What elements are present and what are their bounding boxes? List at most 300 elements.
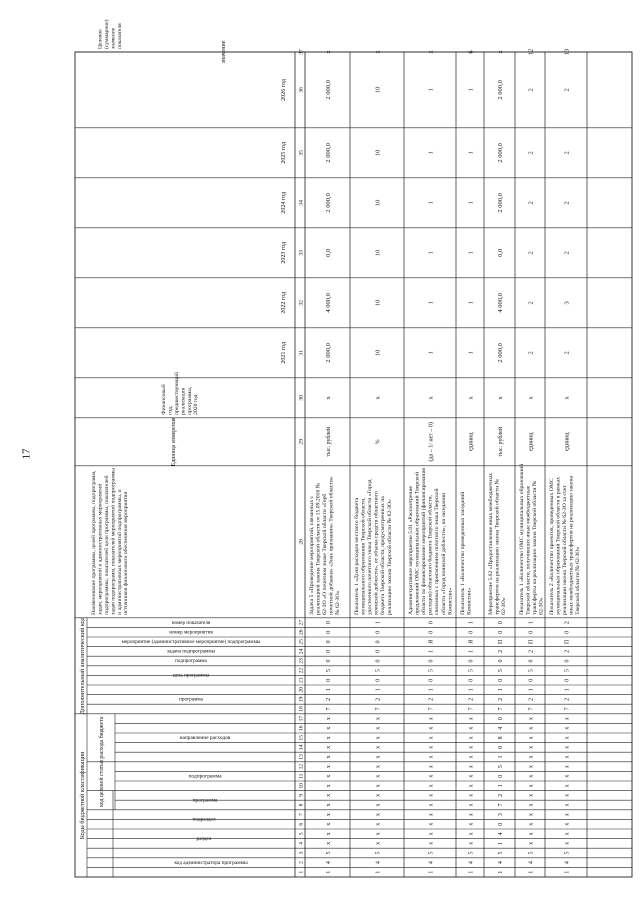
fin-cell: х (427, 396, 435, 400)
addl-subheader-4: мероприятие (административное мероприятие) подпрограммы (121, 638, 261, 645)
column-number: 26 (298, 629, 305, 635)
row-description: Мероприятие 5.02 «Предоставление иных межбюджетныхтрансфертов на реализацию закона Тверской области №62-ЗО» (488, 472, 508, 615)
code-cell: х (428, 726, 435, 730)
fin-cell: х (563, 396, 571, 400)
code-cell: 0 (498, 678, 504, 682)
code-cell: х (375, 813, 382, 817)
code-cell: х (528, 822, 535, 826)
code-cell: х (428, 841, 435, 845)
year-header-5: 2025 год (281, 141, 287, 164)
code-cell: 5 (564, 851, 571, 855)
code-cell: х (428, 784, 435, 788)
code-cell: 0 (326, 630, 332, 634)
year-value-cell: 10 (374, 86, 382, 94)
code-cell: 1 (375, 621, 382, 625)
code-cell: х (428, 774, 435, 778)
code-cell: х (326, 832, 332, 836)
code-cell: х (326, 822, 332, 826)
code-cell: х (468, 717, 475, 721)
code-cell: 2 (564, 649, 571, 653)
code-cell: 2 (528, 649, 535, 653)
column-number: 24 (298, 648, 305, 655)
code-cell: 2 (564, 697, 571, 701)
code-cell: 0 (326, 640, 332, 644)
column-number: 19 (298, 696, 305, 703)
code-cell: х (375, 793, 382, 797)
code-cell: х (564, 784, 571, 788)
code-cell: х (564, 765, 571, 769)
code-cell: 3 (498, 813, 504, 817)
code-cell: х (428, 755, 435, 759)
code-cell: 0 (468, 659, 475, 663)
fin-cell: х (325, 396, 332, 400)
target-cell: х (325, 50, 332, 54)
code-cell: х (564, 726, 571, 730)
column-number: 23 (298, 658, 305, 664)
year-value-cell: 2 000,0 (497, 80, 504, 100)
code-cell: 0 (498, 621, 504, 625)
code-cell: 5 (528, 669, 535, 673)
unit-cell: % (375, 439, 382, 445)
code-cell: х (528, 793, 535, 797)
column-number: 33 (298, 250, 305, 256)
year-value-cell: 10 (374, 199, 382, 207)
code-cell: х (468, 745, 475, 749)
code-cell: х (528, 784, 535, 788)
code-cell: х (468, 736, 475, 740)
code-cell: 0 (428, 659, 435, 663)
year-value-cell: 2 000,0 (497, 193, 504, 213)
code-cell: х (375, 765, 382, 769)
unit-cell: единиц (468, 432, 475, 452)
column-number: 32 (298, 300, 305, 306)
code-cell: 7 (564, 707, 571, 711)
code-cell: 1 (528, 870, 535, 874)
year-value-cell: 2 (527, 251, 535, 255)
code-cell: 1 (428, 870, 435, 874)
code-cell: П (498, 639, 504, 644)
year-value-cell: 2 (563, 201, 571, 205)
code-cell: 5 (375, 851, 382, 855)
code-cell: 0 (375, 678, 382, 682)
code-cell: 7 (428, 707, 435, 711)
code-cell: х (564, 745, 571, 749)
year-header-6: 2026 год (281, 79, 287, 101)
code-cell: х (528, 832, 535, 836)
code-cell: 1 (468, 688, 475, 692)
code-cell: Я (468, 639, 475, 644)
year-header-4: 2024 год (281, 191, 287, 214)
code-cell: х (375, 841, 382, 845)
code-cell: 2 (498, 697, 504, 701)
code-cell: х (375, 745, 382, 749)
code-cell: х (375, 755, 382, 759)
year-value-cell: 2 (563, 151, 571, 155)
row-description: Показатель 1 «Количество проведенных заседанийКомиссии» (460, 491, 473, 615)
code-cell: х (468, 813, 475, 817)
code-cell: х (375, 784, 382, 788)
code-cell: 1 (428, 688, 435, 692)
code-cell: х (468, 822, 475, 826)
year-value-cell: 2 000,0 (497, 343, 504, 363)
year-value-cell: 0,0 (325, 248, 332, 257)
code-cell: 1 (528, 621, 535, 625)
code-cell: 8 (498, 736, 504, 740)
fin-cell: х (527, 396, 535, 400)
year-value-cell: 2 (563, 251, 571, 255)
year-value-cell: 2 (527, 88, 535, 92)
code-cell: 4 (498, 832, 504, 836)
code-cell: 2 (326, 697, 332, 701)
page-number: 17 (20, 448, 33, 460)
target-cell: 6 (467, 50, 475, 54)
code-cell: 1 (564, 870, 571, 874)
code-cell: 7 (468, 707, 475, 711)
column-number: 16 (298, 725, 305, 731)
year-value-cell: 10 (374, 249, 382, 257)
code-cell: 5 (498, 765, 504, 769)
column-number: 4 (298, 842, 305, 845)
year-value-cell: 2 (527, 151, 535, 155)
year-value-cell: 2 (527, 301, 535, 305)
code-cell: 0 (326, 678, 332, 682)
year-value-cell: 2 000,0 (325, 193, 332, 213)
code-cell: 5 (498, 669, 504, 673)
code-cell: х (468, 765, 475, 769)
column-number: 17 (298, 715, 305, 722)
code-cell: х (326, 813, 332, 817)
code-cell: 0 (528, 678, 535, 682)
unit-cell: единиц (528, 432, 535, 452)
year-value-cell: 0,0 (497, 248, 504, 257)
addl-subheader-6: номер показателя (171, 619, 211, 626)
year-header-1: 2021 год (281, 341, 287, 364)
code-cell: 7 (498, 707, 504, 711)
code-cell: х (528, 774, 535, 778)
row-description: Показатель 2 «Количество проектов, проведенных ОМСмуниципальных образований Тверской области в рамкахреализации закона Тверской области № 62-ЗО за счетиных межбюджетных трансфертов на реализацию законаТверской области № 62-ЗО» (549, 475, 582, 615)
code-cell: х (326, 755, 332, 759)
code-cell: 2 (498, 649, 504, 653)
year-value-cell: 1 (467, 351, 475, 355)
column-number: 8 (298, 803, 305, 807)
code-cell: П (564, 639, 571, 644)
code-cell: 1 (468, 870, 475, 874)
code-cell: 0 (326, 659, 332, 663)
code-cell: 0 (564, 659, 571, 663)
code-cell: 0 (428, 678, 435, 682)
target-value-header: значение (221, 40, 227, 64)
code-cell: 5 (468, 669, 475, 673)
code-cell: х (528, 736, 535, 740)
year-value-cell: 2 (527, 201, 535, 205)
cel-programma-header: программа (192, 797, 218, 804)
razdel-header: раздел (196, 835, 212, 842)
column-number: 37 (298, 49, 305, 55)
column-number: 5 (298, 832, 305, 836)
code-cell: х (564, 717, 571, 721)
code-cell: х (375, 774, 382, 778)
code-cell: 0 (498, 745, 504, 749)
code-cell: х (375, 726, 382, 730)
column-number: 25 (298, 639, 305, 645)
code-cell: х (468, 803, 475, 807)
year-value-cell: 4 000,0 (497, 293, 504, 313)
column-number: 31 (298, 350, 305, 356)
code-cell: 2 (375, 697, 382, 701)
addl-subheader-2: подпрограмма (175, 658, 207, 665)
year-value-cell: 3 (563, 301, 571, 305)
year-value-cell: 2 (563, 351, 571, 355)
code-cell: 2 (528, 697, 535, 701)
code-cell: 0 (498, 717, 504, 721)
code-cell: х (468, 841, 475, 845)
row-description: Показатель 1 «Количество ОМС муниципальных образованийТверской области, получивших иные межбюджетныетрансферты на реализацию закона Тверской области №62-ЗО» (519, 463, 545, 615)
column-number: 30 (298, 395, 305, 401)
napravlenie-header: направление расходов (179, 735, 231, 742)
code-cell: 1 (375, 688, 382, 692)
code-cell: х (326, 841, 332, 845)
column-number: 29 (298, 439, 305, 445)
code-cell: х (528, 726, 535, 730)
code-cell: 5 (428, 851, 435, 855)
code-cell: 7 (498, 803, 504, 807)
fin-cell: х (497, 396, 504, 400)
code-cell: х (528, 841, 535, 845)
code-cell: х (564, 841, 571, 845)
code-cell: х (375, 822, 382, 826)
code-cell: 0 (498, 822, 504, 826)
code-cell: 0 (528, 630, 535, 634)
addl-subheader-0: программа (179, 696, 203, 703)
target-cell: х (427, 50, 435, 54)
code-cell: 5 (326, 669, 332, 673)
year-value-cell: 1 (427, 151, 435, 155)
column-number: 20 (298, 687, 305, 693)
code-cell: 1 (498, 870, 504, 874)
target-cell: х (374, 50, 382, 54)
fin-cell: х (374, 396, 382, 400)
code-cell: х (428, 813, 435, 817)
code-cell: 0 (498, 659, 504, 663)
year-value-cell: 4 000,0 (325, 293, 332, 313)
code-cell: 0 (564, 630, 571, 634)
column-number: 28 (298, 539, 305, 545)
code-cell: 1 (498, 755, 504, 759)
code-cell: 4 (468, 861, 475, 865)
column-number: 12 (298, 763, 305, 770)
code-cell: х (468, 793, 475, 797)
code-cell: х (468, 755, 475, 759)
column-number: 6 (298, 822, 305, 826)
code-cell: 0 (468, 678, 475, 682)
code-cell: 0 (428, 630, 435, 634)
year-value-cell: 2 000,0 (325, 343, 332, 363)
podrazdel-header: подраздел (192, 816, 216, 823)
column-number: 7 (298, 813, 305, 816)
year-value-cell: 10 (374, 299, 382, 307)
code-cell: 4 (564, 861, 571, 865)
code-cell: х (468, 774, 475, 778)
year-value-cell: 1 (467, 251, 475, 255)
code-cell: х (468, 726, 475, 730)
code-cell: х (428, 822, 435, 826)
year-value-cell: 1 (467, 201, 475, 205)
code-cell: 0 (375, 659, 382, 663)
code-cell: х (528, 745, 535, 749)
code-cell: х (528, 717, 535, 721)
code-cell: х (326, 726, 332, 730)
code-cell: х (326, 717, 332, 721)
code-cell: 1 (326, 870, 332, 874)
code-cell: х (428, 717, 435, 721)
column-number: 1 (298, 870, 305, 874)
fin-year-column-header: Финансовыйгод,предшествующийреализациипрограммы,2020 год (161, 372, 200, 415)
code-cell: 1 (428, 649, 435, 653)
code-cell: 1 (468, 621, 475, 625)
column-number: 27 (298, 619, 305, 626)
code-cell: 0 (326, 621, 332, 625)
column-number: 36 (298, 87, 305, 93)
code-cell: 1 (528, 688, 535, 692)
column-number: 10 (298, 783, 305, 789)
code-cell: х (564, 822, 571, 826)
code-cell: х (564, 793, 571, 797)
code-cell: 5 (498, 851, 504, 855)
code-cell: П (528, 639, 535, 644)
code-cell: 5 (326, 851, 332, 855)
code-cell: 2 (428, 697, 435, 701)
code-cell: х (375, 803, 382, 807)
code-cell: х (564, 755, 571, 759)
code-cell: х (528, 803, 535, 807)
year-value-cell: 1 (427, 88, 435, 92)
code-cell: х (326, 736, 332, 740)
code-cell: х (468, 832, 475, 836)
code-cell: х (375, 832, 382, 836)
name-column-header: Наименование программы, целей программы, подпрограмм,задач, мероприятий и административных мероприятийподпрограммы, показателей цели программы, показателейзадач подпрограмм, показателей мероприятий подпрограммыи административных мероприятий подпрограммы, иисточников финансового обеспечения мероприятия (91, 467, 130, 615)
code-cell: х (564, 803, 571, 807)
year-header-3: 2023 год (281, 241, 287, 264)
code-cell: 0 (468, 630, 475, 634)
code-cell: 2 (564, 621, 571, 625)
cel-podprogramma-header: подпрограмма (188, 773, 222, 780)
code-cell: 4 (528, 861, 535, 865)
column-number: 14 (298, 744, 305, 751)
column-number: 2 (298, 861, 305, 864)
column-number: 18 (298, 706, 305, 712)
code-cell: х (564, 736, 571, 740)
row-description: Показатель 1 «Доля расходов местного бюджетамуниципального образования Тверской области,удостоенного почетного знака Тверской области «Городвоинской доблести», от объема средств областногобюджета Тверской области, предусмотренных нареализацию закона Тверской области № 62-ЗО» (354, 479, 393, 615)
year-value-cell: 1 (427, 301, 435, 305)
program-table (75, 19, 632, 877)
code-cell: 1 (375, 870, 382, 874)
code-cell: х (428, 803, 435, 807)
code-cell: х (326, 793, 332, 797)
target-cell: х (497, 50, 504, 54)
code-cell: х (326, 784, 332, 788)
unit-cell: (да – 1/ нет – 0) (428, 422, 435, 462)
target-cell: 13 (563, 48, 571, 56)
code-cell: 5 (468, 851, 475, 855)
row-description: Задача 5 «Проведение мероприятий, связанных среализацией закона Тверской области от 15.09.2016 №62-ЗО «О почетном знаке Тверской области «Гербпочетной добавки» «Знак признания» Тверской области»№ 62-ЗО» (309, 476, 342, 615)
code-cell: 1 (468, 649, 475, 653)
cel-group-header: код целевой статьи расхода бюджета (99, 716, 105, 807)
code-cell: 0 (498, 630, 504, 634)
code-cell: 0 (564, 678, 571, 682)
code-cell: х (326, 765, 332, 769)
year-value-cell: 1 (467, 151, 475, 155)
code-cell: х (428, 832, 435, 836)
code-cell: х (564, 832, 571, 836)
unit-cell: единиц (564, 432, 571, 452)
fin-cell: х (467, 396, 475, 400)
code-cell: х (326, 774, 332, 778)
year-value-cell: 1 (427, 251, 435, 255)
addl-code-header: Дополнительный аналитический код (79, 617, 86, 715)
code-cell: 0 (375, 630, 382, 634)
code-cell: х (528, 765, 535, 769)
column-number: 22 (298, 667, 305, 674)
code-cell: 1 (498, 784, 504, 788)
code-cell: 4 (428, 861, 435, 865)
year-value-cell: 10 (374, 349, 382, 357)
addl-subheader-5: номер мероприятия (169, 629, 213, 636)
unit-column-header: Единица измерения (171, 417, 177, 467)
year-value-cell: 2 000,0 (325, 80, 332, 100)
row-description: Административное мероприятие 5.01 «Рассмотрениепредложений ОМС муниципальных образований Тверскойобласти по финансированию мероприятий (финансированиярасходов) областного бюджета Тверской области,связанных с присвоением почетного знака Тверскойобласти «Город воинской доблести», на заседанииКомиссии» (408, 467, 454, 615)
code-cell: 2 (468, 697, 475, 701)
table-border (75, 52, 632, 877)
admin-code-header: код администратора программы (174, 859, 248, 866)
code-cell: х (428, 793, 435, 797)
code-cell: Я (428, 639, 435, 644)
code-cell: х (528, 813, 535, 817)
addl-subheader-3: задача подпрограммы (166, 648, 216, 655)
column-number: 15 (298, 735, 305, 741)
column-number: 35 (298, 150, 305, 156)
year-value-cell: 1 (467, 88, 475, 92)
code-cell: 4 (498, 861, 504, 865)
code-cell: 5 (428, 669, 435, 673)
code-cell: 7 (326, 707, 332, 711)
target-group-header: Целевое(суммарное)значениепоказателя (97, 19, 123, 49)
code-cell: х (564, 813, 571, 817)
year-value-cell: 2 000,0 (325, 143, 332, 163)
code-cell: 0 (375, 640, 382, 644)
code-cell: х (326, 745, 332, 749)
code-cell: 4 (375, 861, 382, 865)
column-number: 11 (298, 773, 305, 779)
code-cell: 2 (498, 793, 504, 797)
code-cell: 7 (375, 707, 382, 711)
code-cell: х (326, 803, 332, 807)
code-cell: 1 (498, 688, 504, 692)
code-cell: 1 (326, 688, 332, 692)
column-number: 21 (298, 677, 305, 683)
year-value-cell: 10 (374, 149, 382, 157)
code-cell: 1 (498, 841, 504, 845)
column-number: 9 (298, 794, 305, 797)
year-value-cell: 1 (427, 351, 435, 355)
code-cell: 0 (528, 659, 535, 663)
unit-cell: тыс. рублей (498, 426, 504, 457)
code-cell: х (375, 736, 382, 740)
code-cell: 0 (498, 774, 504, 778)
code-cell: х (528, 755, 535, 759)
code-cell: х (564, 774, 571, 778)
column-number: 34 (298, 200, 305, 206)
code-cell: 4 (498, 726, 504, 730)
